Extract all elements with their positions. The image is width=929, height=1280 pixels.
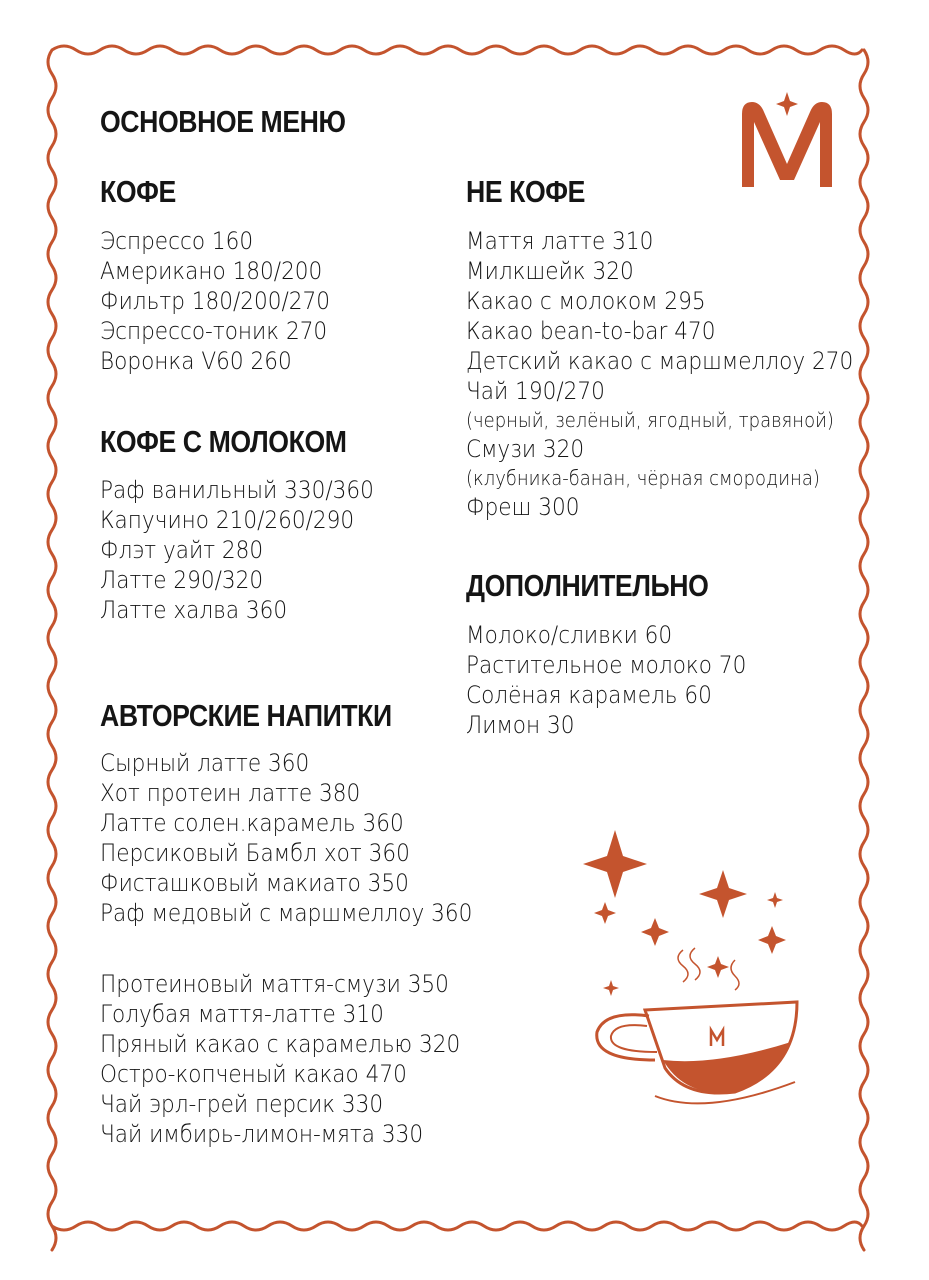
not-coffee-heading: НЕ КОФЕ (466, 174, 585, 209)
list-item: Капучино 210/260/290 (100, 506, 355, 534)
signature-list-2 (100, 969, 500, 1149)
list-item: Фисташковый макиато 350 (100, 869, 409, 897)
sparkle-icon (767, 892, 783, 908)
list-item: Голубая маття-латте 310 (100, 1000, 384, 1028)
list-item: Эспрессо 160 (100, 227, 254, 255)
menu-title: ОСНОВНОЕ МЕНЮ (100, 104, 346, 139)
sparkle-icon (699, 870, 747, 918)
extra-heading: ДОПОЛНИТЕЛЬНО (466, 568, 709, 603)
list-item: Солёная карамель 60 (466, 681, 712, 709)
list-item: Чай 190/270 (466, 377, 605, 405)
list-item: Растительное молоко 70 (466, 651, 747, 679)
list-item: Эспрессо-тоник 270 (100, 317, 328, 345)
list-item: Лимон 30 (466, 711, 575, 739)
list-item: Латте 290/320 (100, 566, 264, 594)
list-item: Какао с молоком 295 (466, 287, 706, 315)
list-item: Милкшейк 320 (466, 257, 634, 285)
sparkle-icon (641, 918, 669, 946)
list-item: Детский какао с маршмеллоу 270 (466, 347, 854, 375)
list-item: Маття латте 310 (466, 227, 654, 255)
sparkle-icon (707, 956, 729, 978)
sparkle-icon (603, 980, 619, 996)
extra-list (466, 620, 777, 740)
coffee-list (100, 226, 356, 376)
list-item: Раф медовый с маршмеллоу 360 (100, 899, 473, 927)
milk-coffee-list (100, 475, 404, 625)
list-item: Фильтр 180/200/270 (100, 287, 331, 315)
list-item: Смузи 320 (466, 435, 585, 463)
sparkle-icon (758, 926, 786, 954)
list-item: Латте солен.карамель 360 (100, 809, 404, 837)
list-item: Воронка V60 260 (100, 347, 292, 375)
list-item: Американо 180/200 (100, 257, 323, 285)
list-item: Хот протеин латте 380 (100, 779, 361, 807)
list-item: Раф ванильный 330/360 (100, 476, 374, 504)
not-coffee-list (466, 226, 896, 522)
list-item: Сырный латте 360 (100, 749, 310, 777)
list-item: Латте халва 360 (100, 596, 288, 624)
brand-logo-icon (732, 92, 842, 192)
sparkle-icon (583, 830, 647, 898)
list-item: Фреш 300 (466, 493, 580, 521)
sparkle-icon (594, 902, 616, 924)
list-item-note: (клубника-банан, чёрная смородина) (466, 466, 820, 490)
list-item: Чай эрл-грей персик 330 (100, 1090, 384, 1118)
coffee-heading: КОФЕ (100, 174, 176, 209)
list-item: Протеиновый маття-смузи 350 (100, 970, 449, 998)
signature-list (100, 748, 514, 928)
list-item: Флэт уайт 280 (100, 536, 264, 564)
list-item: Молоко/сливки 60 (466, 621, 673, 649)
list-item: Какао bean-to-bar 470 (466, 317, 716, 345)
list-item: Чай имбирь-лимон-мята 330 (100, 1120, 424, 1148)
list-item: Пряный какао с карамелью 320 (100, 1030, 461, 1058)
list-item: Остро-копченый какао 470 (100, 1060, 407, 1088)
list-item-note: (черный, зелёный, ягодный, травяной) (466, 408, 834, 432)
coffee-cup-icon (575, 820, 805, 1130)
list-item: Персиковый Бамбл хот 360 (100, 839, 410, 867)
milk-coffee-heading: КОФЕ С МОЛОКОМ (100, 424, 347, 459)
signature-heading: АВТОРСКИЕ НАПИТКИ (100, 698, 392, 733)
